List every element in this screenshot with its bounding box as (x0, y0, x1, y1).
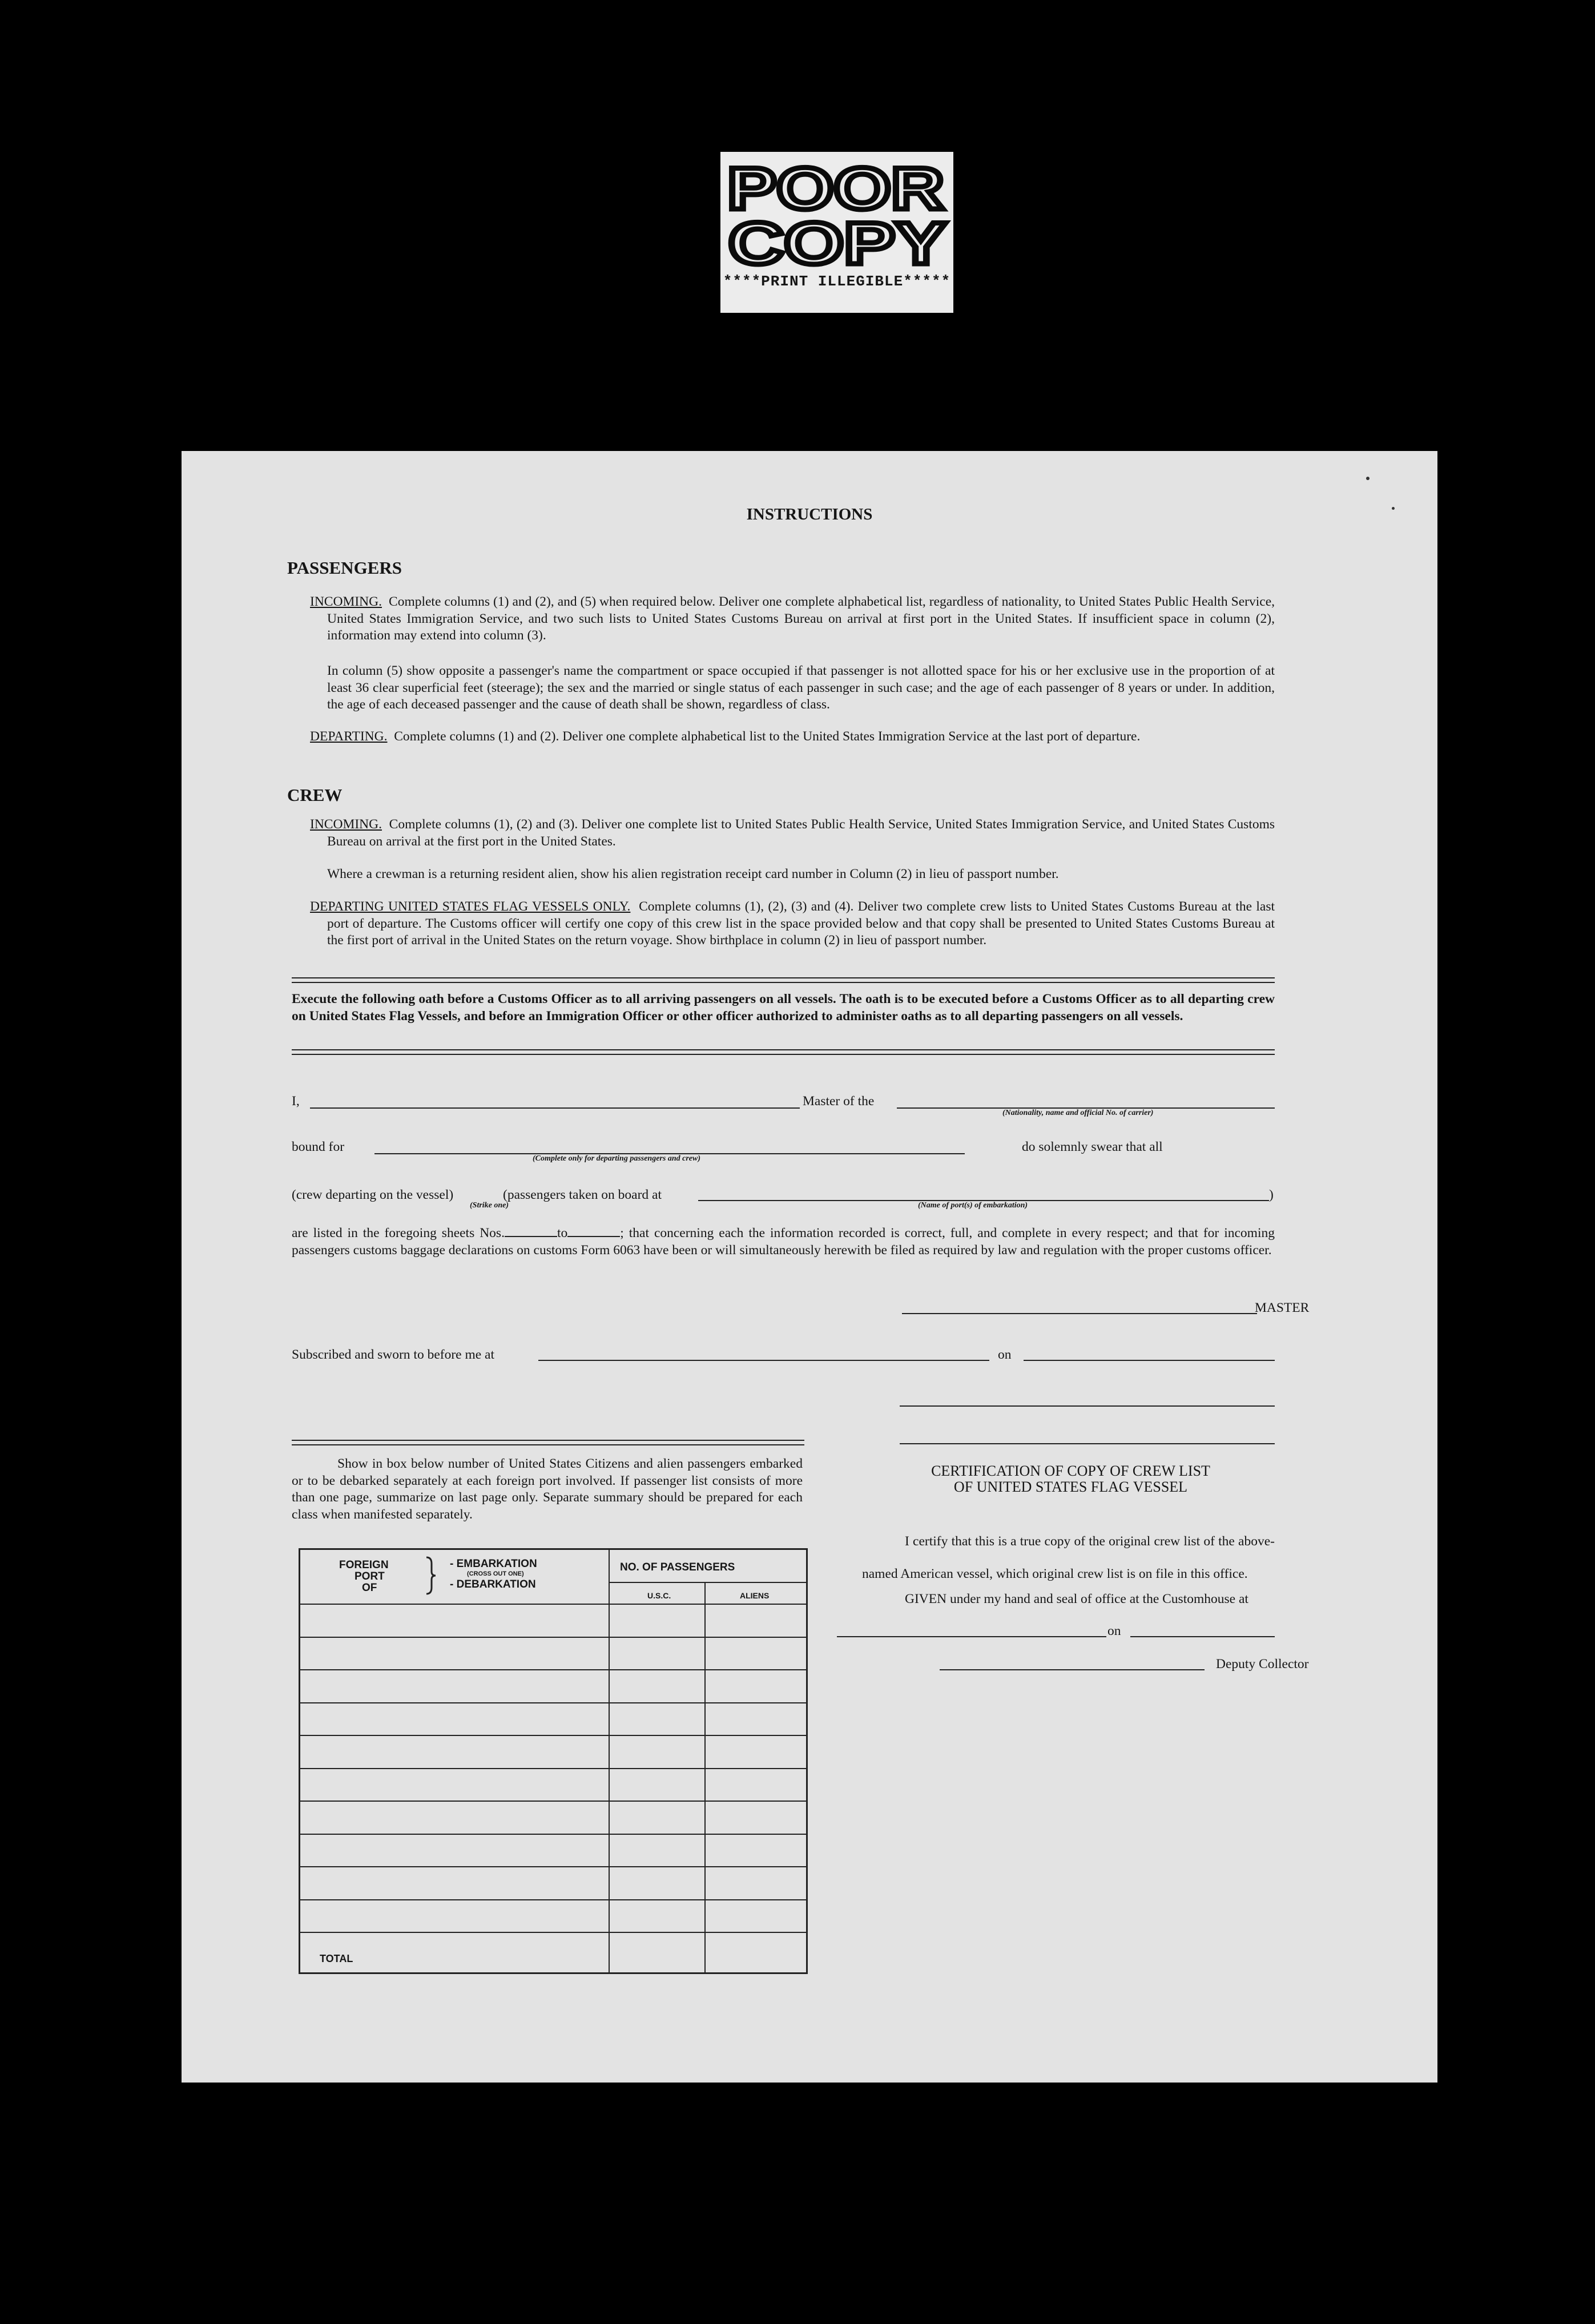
oath-i-label: I, (292, 1094, 300, 1109)
sworn-on-label: on (998, 1347, 1012, 1362)
scan-speck (1392, 507, 1395, 510)
table-row[interactable] (300, 1801, 806, 1802)
debarkation-option[interactable]: - DEBARKATION (450, 1578, 536, 1590)
given-text: GIVEN under my hand and seal of office at the Customhouse at (905, 1592, 1248, 1606)
certification-title-1: CERTIFICATION OF COPY OF CREW LIST (931, 1463, 1210, 1479)
sworn-place-field[interactable] (538, 1360, 989, 1361)
passengers-incoming-text: Complete columns (1) and (2), and (5) when required below. Deliver one complete alphabetical list, regardless of nationality, to United States Public Health Service, United States Immigration Service, and two such lists to United States Customs Bureau on arrival at first port in the United States. If insufficient space in column (2), information may extend into column (3). (327, 594, 1275, 643)
passengers-taken-option[interactable]: (passengers taken on board at (503, 1187, 662, 1202)
passenger-summary-table (299, 1548, 808, 1974)
certify-text: I certify that this is a true copy of the original crew list of the above-named American vessel, which original crew list is on file in this office. (862, 1534, 1275, 1581)
column-divider (704, 1582, 706, 1972)
table-row[interactable] (300, 1932, 806, 1933)
table-row[interactable] (300, 1834, 806, 1835)
cross-out-caption: (CROSS OUT ONE) (467, 1570, 524, 1577)
form-title: INSTRUCTIONS (746, 505, 873, 523)
crew-incoming-text: Complete columns (1), (2) and (3). Deliver one complete list to United States Public Health Service, United States Immigration Service, and United States Customs Bureau on arrival at the first port in the United States. (327, 817, 1275, 849)
certification-date-field[interactable] (1130, 1636, 1275, 1637)
total-label: TOTAL (320, 1953, 353, 1964)
stamp-word-1: POOR (727, 156, 944, 222)
table-row[interactable] (300, 1899, 806, 1900)
passengers-incoming-label: INCOMING. (310, 594, 382, 609)
section-divider (292, 977, 1275, 983)
strike-one-caption: (Strike one) (470, 1201, 509, 1210)
subscribed-label: Subscribed and sworn to before me at (292, 1347, 495, 1362)
certification-title-2: OF UNITED STATES FLAG VESSEL (953, 1479, 1188, 1495)
bound-for-caption: (Complete only for departing passengers and crew) (533, 1154, 700, 1163)
bound-for-label: bound for (292, 1139, 345, 1154)
listed-text: are listed in the foregoing sheets Nos. (292, 1226, 505, 1240)
table-row[interactable] (300, 1702, 806, 1703)
summary-intro: Show in box below number of United States Citizens and alien passengers embarked or to be debarked separately at each foreign port involved. If passenger list consists of more than one page, summarize on last page only. Separate summary should be prepared for each class when manifested separately. (292, 1456, 803, 1522)
officer-signature-field[interactable] (900, 1405, 1275, 1407)
crew-departing-option[interactable]: (crew departing on the vessel) (292, 1187, 454, 1202)
sheet-to-field[interactable] (567, 1227, 620, 1237)
poor-copy-stamp (720, 152, 953, 313)
foreign-port-label-1: FOREIGN (339, 1559, 389, 1571)
table-row[interactable] (300, 1866, 806, 1867)
crew-incoming-label: INCOMING. (310, 817, 382, 832)
foreign-port-label-2: PORT (355, 1570, 385, 1582)
ports-caption: (Name of port(s) of embarkation) (918, 1201, 1028, 1210)
crew-departing-paragraph (310, 899, 1275, 949)
column-divider (609, 1550, 610, 1972)
swear-text: do solemnly swear that all (1022, 1139, 1163, 1154)
officer-title-field[interactable] (900, 1443, 1275, 1444)
listed-paragraph (292, 1225, 1275, 1259)
customhouse-field[interactable] (837, 1636, 1106, 1637)
collector-signature-field[interactable] (940, 1669, 1205, 1670)
table-row[interactable] (300, 1637, 806, 1638)
stamp-word-2: COPY (728, 211, 946, 272)
no-of-passengers-header: NO. OF PASSENGERS (620, 1561, 735, 1573)
sheet-from-field[interactable] (505, 1227, 557, 1237)
table-row-divider (300, 1604, 806, 1605)
crew-heading: CREW (287, 785, 343, 805)
close-paren: ) (1269, 1187, 1274, 1202)
form-page (182, 451, 1437, 2083)
master-signature-field[interactable] (902, 1313, 1257, 1314)
scan-speck (1366, 477, 1370, 480)
passengers-departing-text: Complete columns (1) and (2). Deliver one complete alphabetical list to the United States Immigration Service at the last port of departure. (394, 729, 1141, 744)
summary-divider (292, 1440, 804, 1445)
master-of-label: Master of the (803, 1094, 875, 1109)
passengers-heading: PASSENGERS (287, 558, 402, 578)
table-row[interactable] (300, 1768, 806, 1769)
to-label: to (557, 1226, 568, 1240)
sworn-date-field[interactable] (1024, 1360, 1275, 1361)
concerning-text: ; that concerning each the information recorded is correct, full, and complete in every respect; and that for incoming passengers customs baggage declarations on customs Form 6063 have been or will simultaneously herewith be filed as required by law and regulation with the proper customs officer. (292, 1226, 1275, 1258)
crew-incoming-paragraph (310, 816, 1275, 850)
aliens-header: ALIENS (740, 1591, 770, 1600)
stamp-subtitle: ****PRINT ILLEGIBLE***** (723, 273, 951, 290)
certification-on-label: on (1107, 1624, 1121, 1638)
passengers-incoming-paragraph (310, 594, 1275, 645)
deputy-collector-label: Deputy Collector (1216, 1657, 1309, 1671)
embarkation-option[interactable]: - EMBARKATION (450, 1558, 537, 1570)
crew-departing-text: Complete columns (1), (2), (3) and (4). Deliver two complete crew lists to United States Customs Bureau at the last port of departure. The Customs officer will certify one copy of this crew list in the space provided below and that copy shall be presented to United States Customs Bureau at the first port of arrival in the United States on the return voyage. Show birthplace in column (2) in lieu of passport number. (327, 899, 1275, 948)
carrier-caption: (Nationality, name and official No. of carrier) (1002, 1109, 1154, 1117)
oath-instruction: Execute the following oath before a Customs Officer as to all arriving passengers on all vessels. The oath is to be executed before a Customs Officer as to all departing crew on United States Flag Vessels, and before an Immigration Officer or other officer authorized to administer oaths as to all departing passengers on all vessels. (292, 992, 1275, 1024)
master-name-field[interactable] (310, 1107, 800, 1109)
table-row[interactable] (300, 1735, 806, 1736)
master-label: MASTER (1255, 1300, 1310, 1315)
crew-departing-label: DEPARTING UNITED STATES FLAG VESSELS ONLY. (310, 899, 631, 914)
table-row[interactable] (300, 1669, 806, 1670)
foreign-port-label-3: OF (362, 1582, 377, 1594)
passengers-departing-label: DEPARTING. (310, 729, 388, 744)
section-divider (292, 1049, 1275, 1055)
header-divider (609, 1582, 806, 1583)
passengers-column5-paragraph: In column (5) show opposite a passenger's name the compartment or space occupied if that passenger is not allotted space for his or her exclusive use in the proportion of at least 36 clear superficial feet (steerage); the sex and the married or single status of each passenger in such case; and the age of each passenger of 8 years or under. In addition, the age of each deceased passenger and the cause of death shall be shown, regardless of class. (327, 663, 1275, 712)
passengers-departing-paragraph (310, 728, 1275, 746)
brace-icon (425, 1556, 437, 1596)
usc-header: U.S.C. (647, 1591, 671, 1600)
poor-copy-handwriting (720, 152, 953, 272)
crew-resident-paragraph: Where a crewman is a returning resident alien, show his alien registration receipt card number in Column (2) in lieu of passport number. (327, 867, 1059, 881)
